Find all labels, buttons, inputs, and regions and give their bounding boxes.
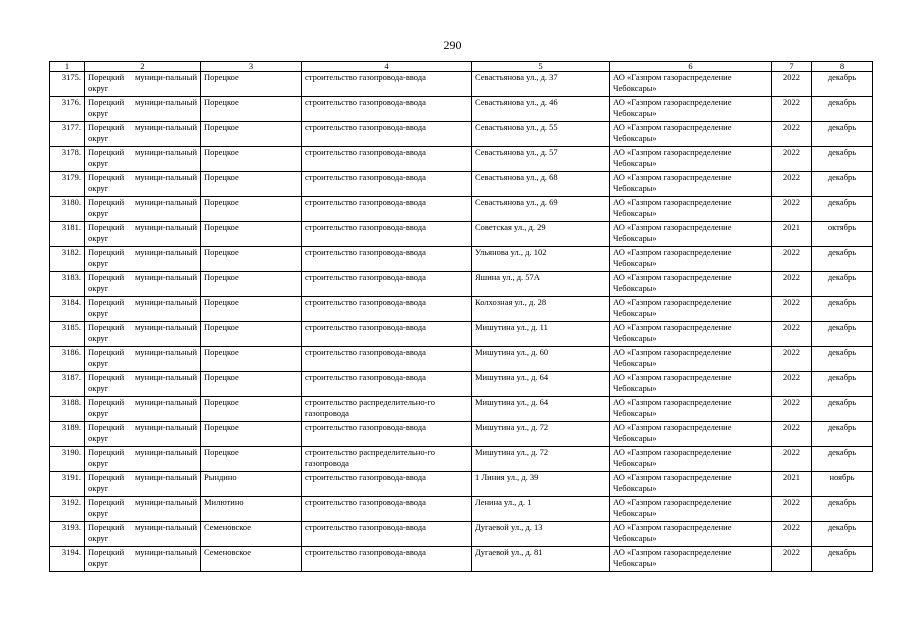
row-number: 3191. — [50, 472, 85, 497]
year-cell: 2022 — [772, 197, 812, 222]
year-cell: 2022 — [772, 97, 812, 122]
year-cell: 2022 — [772, 522, 812, 547]
district-cell: Порецкий муници-пальный округ — [85, 272, 201, 297]
organization-cell: АО «Газпром газораспределение Чебоксары» — [610, 397, 772, 422]
organization-cell: АО «Газпром газораспределение Чебоксары» — [610, 322, 772, 347]
work-type-cell: строительство газопровода-ввода — [302, 147, 472, 172]
address-cell: 1 Линия ул., д. 39 — [472, 472, 610, 497]
month-cell: декабрь — [812, 72, 873, 97]
table-row — [50, 72, 873, 97]
work-type-cell: строительство газопровода-ввода — [302, 522, 472, 547]
work-type-cell: строительство газопровода-ввода — [302, 272, 472, 297]
table-header — [50, 62, 873, 72]
row-number: 3183. — [50, 272, 85, 297]
month-cell: декабрь — [812, 522, 873, 547]
locality-cell: Порецкое — [201, 122, 302, 147]
column-header: 6 — [610, 62, 772, 72]
work-type-cell: строительство газопровода-ввода — [302, 472, 472, 497]
month-cell: декабрь — [812, 447, 873, 472]
organization-cell: АО «Газпром газораспределение Чебоксары» — [610, 197, 772, 222]
month-cell: декабрь — [812, 247, 873, 272]
column-header: 5 — [472, 62, 610, 72]
locality-cell: Семеновское — [201, 522, 302, 547]
row-number: 3190. — [50, 447, 85, 472]
column-header: 1 — [50, 62, 85, 72]
year-cell: 2022 — [772, 547, 812, 572]
organization-cell: АО «Газпром газораспределение Чебоксары» — [610, 422, 772, 447]
address-cell: Мишутина ул., д. 72 — [472, 422, 610, 447]
organization-cell: АО «Газпром газораспределение Чебоксары» — [610, 72, 772, 97]
work-type-cell: строительство газопровода-ввода — [302, 497, 472, 522]
organization-cell: АО «Газпром газораспределение Чебоксары» — [610, 122, 772, 147]
row-number: 3189. — [50, 422, 85, 447]
year-cell: 2022 — [772, 297, 812, 322]
address-cell: Советская ул., д. 29 — [472, 222, 610, 247]
row-number: 3178. — [50, 147, 85, 172]
address-cell: Севастьянова ул., д. 69 — [472, 197, 610, 222]
district-cell: Порецкий муници-пальный округ — [85, 147, 201, 172]
year-cell: 2022 — [772, 272, 812, 297]
locality-cell: Порецкое — [201, 247, 302, 272]
table-row — [50, 372, 873, 397]
column-number-row — [50, 62, 873, 72]
organization-cell: АО «Газпром газораспределение Чебоксары» — [610, 472, 772, 497]
table-row — [50, 347, 873, 372]
month-cell: декабрь — [812, 172, 873, 197]
column-header: 8 — [812, 62, 873, 72]
work-type-cell: строительство газопровода-ввода — [302, 222, 472, 247]
row-number: 3176. — [50, 97, 85, 122]
column-header: 7 — [772, 62, 812, 72]
organization-cell: АО «Газпром газораспределение Чебоксары» — [610, 372, 772, 397]
address-cell: Ленина ул., д. 1 — [472, 497, 610, 522]
locality-cell: Порецкое — [201, 347, 302, 372]
year-cell: 2022 — [772, 122, 812, 147]
organization-cell: АО «Газпром газораспределение Чебоксары» — [610, 222, 772, 247]
locality-cell: Порецкое — [201, 72, 302, 97]
work-type-cell: строительство газопровода-ввода — [302, 297, 472, 322]
row-number: 3181. — [50, 222, 85, 247]
month-cell: декабрь — [812, 397, 873, 422]
month-cell: декабрь — [812, 272, 873, 297]
year-cell: 2022 — [772, 497, 812, 522]
work-type-cell: строительство газопровода-ввода — [302, 372, 472, 397]
row-number: 3186. — [50, 347, 85, 372]
row-number: 3182. — [50, 247, 85, 272]
organization-cell: АО «Газпром газораспределение Чебоксары» — [610, 97, 772, 122]
table-row — [50, 397, 873, 422]
row-number: 3187. — [50, 372, 85, 397]
year-cell: 2022 — [772, 72, 812, 97]
column-header: 4 — [302, 62, 472, 72]
month-cell: декабрь — [812, 122, 873, 147]
work-type-cell: строительство распределительно-го газопровода — [302, 397, 472, 422]
district-cell: Порецкий муници-пальный округ — [85, 422, 201, 447]
table-row — [50, 147, 873, 172]
year-cell: 2022 — [772, 322, 812, 347]
year-cell: 2022 — [772, 372, 812, 397]
district-cell: Порецкий муници-пальный округ — [85, 297, 201, 322]
address-cell: Мишутина ул., д. 64 — [472, 397, 610, 422]
locality-cell: Порецкое — [201, 322, 302, 347]
district-cell: Порецкий муници-пальный округ — [85, 97, 201, 122]
address-cell: Ульянова ул., д. 102 — [472, 247, 610, 272]
address-cell: Дугаевой ул., д. 13 — [472, 522, 610, 547]
district-cell: Порецкий муници-пальный округ — [85, 122, 201, 147]
locality-cell: Порецкое — [201, 422, 302, 447]
row-number: 3177. — [50, 122, 85, 147]
table-row — [50, 197, 873, 222]
work-type-cell: строительство газопровода-ввода — [302, 347, 472, 372]
year-cell: 2022 — [772, 172, 812, 197]
address-cell: Яшина ул., д. 57А — [472, 272, 610, 297]
district-cell: Порецкий муници-пальный округ — [85, 72, 201, 97]
locality-cell: Порецкое — [201, 372, 302, 397]
row-number: 3175. — [50, 72, 85, 97]
year-cell: 2022 — [772, 147, 812, 172]
locality-cell: Порецкое — [201, 397, 302, 422]
work-type-cell: строительство газопровода-ввода — [302, 122, 472, 147]
month-cell: ноябрь — [812, 472, 873, 497]
month-cell: декабрь — [812, 297, 873, 322]
address-cell: Севастьянова ул., д. 55 — [472, 122, 610, 147]
work-type-cell: строительство газопровода-ввода — [302, 247, 472, 272]
locality-cell: Порецкое — [201, 447, 302, 472]
organization-cell: АО «Газпром газораспределение Чебоксары» — [610, 522, 772, 547]
district-cell: Порецкий муници-пальный округ — [85, 247, 201, 272]
month-cell: декабрь — [812, 97, 873, 122]
row-number: 3185. — [50, 322, 85, 347]
work-type-cell: строительство газопровода-ввода — [302, 422, 472, 447]
table-row — [50, 447, 873, 472]
address-cell: Севастьянова ул., д. 57 — [472, 147, 610, 172]
work-type-cell: строительство газопровода-ввода — [302, 322, 472, 347]
district-cell: Порецкий муници-пальный округ — [85, 197, 201, 222]
month-cell: декабрь — [812, 547, 873, 572]
district-cell: Порецкий муници-пальный округ — [85, 347, 201, 372]
district-cell: Порецкий муници-пальный округ — [85, 322, 201, 347]
month-cell: октябрь — [812, 222, 873, 247]
address-cell: Колхозная ул., д. 28 — [472, 297, 610, 322]
table-row — [50, 222, 873, 247]
address-cell: Севастьянова ул., д. 46 — [472, 97, 610, 122]
address-cell: Мишутина ул., д. 64 — [472, 372, 610, 397]
organization-cell: АО «Газпром газораспределение Чебоксары» — [610, 447, 772, 472]
address-cell: Мишутина ул., д. 11 — [472, 322, 610, 347]
page-number: 290 — [443, 38, 462, 52]
month-cell: декабрь — [812, 147, 873, 172]
district-cell: Порецкий муници-пальный округ — [85, 172, 201, 197]
address-cell: Мишутина ул., д. 60 — [472, 347, 610, 372]
locality-cell: Порецкое — [201, 147, 302, 172]
year-cell: 2022 — [772, 347, 812, 372]
work-type-cell: строительство газопровода-ввода — [302, 547, 472, 572]
month-cell: декабрь — [812, 347, 873, 372]
organization-cell: АО «Газпром газораспределение Чебоксары» — [610, 172, 772, 197]
locality-cell: Порецкое — [201, 97, 302, 122]
month-cell: декабрь — [812, 497, 873, 522]
year-cell: 2022 — [772, 447, 812, 472]
work-type-cell: строительство газопровода-ввода — [302, 72, 472, 97]
district-cell: Порецкий муници-пальный округ — [85, 522, 201, 547]
table-row — [50, 272, 873, 297]
locality-cell: Порецкое — [201, 197, 302, 222]
table-row — [50, 547, 873, 572]
month-cell: декабрь — [812, 322, 873, 347]
organization-cell: АО «Газпром газораспределение Чебоксары» — [610, 347, 772, 372]
row-number: 3192. — [50, 497, 85, 522]
organization-cell: АО «Газпром газораспределение Чебоксары» — [610, 497, 772, 522]
locality-cell: Порецкое — [201, 172, 302, 197]
year-cell: 2022 — [772, 247, 812, 272]
year-cell: 2021 — [772, 472, 812, 497]
locality-cell: Порецкое — [201, 297, 302, 322]
table-row — [50, 97, 873, 122]
locality-cell: Рындино — [201, 472, 302, 497]
organization-cell: АО «Газпром газораспределение Чебоксары» — [610, 247, 772, 272]
locality-cell: Семеновское — [201, 547, 302, 572]
work-type-cell: строительство газопровода-ввода — [302, 97, 472, 122]
organization-cell: АО «Газпром газораспределение Чебоксары» — [610, 147, 772, 172]
table-row — [50, 422, 873, 447]
month-cell: декабрь — [812, 372, 873, 397]
table-row — [50, 122, 873, 147]
work-type-cell: строительство газопровода-ввода — [302, 197, 472, 222]
row-number: 3179. — [50, 172, 85, 197]
district-cell: Порецкий муници-пальный округ — [85, 397, 201, 422]
organization-cell: АО «Газпром газораспределение Чебоксары» — [610, 272, 772, 297]
month-cell: декабрь — [812, 197, 873, 222]
address-cell: Севастьянова ул., д. 37 — [472, 72, 610, 97]
district-cell: Порецкий муници-пальный округ — [85, 372, 201, 397]
address-cell: Севастьянова ул., д. 68 — [472, 172, 610, 197]
table-row — [50, 472, 873, 497]
locality-cell: Милютино — [201, 497, 302, 522]
table-row — [50, 247, 873, 272]
row-number: 3194. — [50, 547, 85, 572]
address-cell: Мишутина ул., д. 72 — [472, 447, 610, 472]
year-cell: 2022 — [772, 397, 812, 422]
column-header: 2 — [85, 62, 201, 72]
locality-cell: Порецкое — [201, 222, 302, 247]
year-cell: 2022 — [772, 422, 812, 447]
locality-cell: Порецкое — [201, 272, 302, 297]
column-header: 3 — [201, 62, 302, 72]
row-number: 3180. — [50, 197, 85, 222]
table-row — [50, 322, 873, 347]
table-row — [50, 172, 873, 197]
work-type-cell: строительство распределительно-го газопровода — [302, 447, 472, 472]
month-cell: декабрь — [812, 422, 873, 447]
organization-cell: АО «Газпром газораспределение Чебоксары» — [610, 297, 772, 322]
organization-cell: АО «Газпром газораспределение Чебоксары» — [610, 547, 772, 572]
row-number: 3193. — [50, 522, 85, 547]
district-cell: Порецкий муници-пальный округ — [85, 447, 201, 472]
table-row — [50, 497, 873, 522]
district-cell: Порецкий муници-пальный округ — [85, 497, 201, 522]
table-row — [50, 297, 873, 322]
address-cell: Дугаевой ул., д. 81 — [472, 547, 610, 572]
table-row — [50, 522, 873, 547]
work-type-cell: строительство газопровода-ввода — [302, 172, 472, 197]
district-cell: Порецкий муници-пальный округ — [85, 547, 201, 572]
gas-pipeline-table — [49, 61, 873, 572]
district-cell: Порецкий муници-пальный округ — [85, 472, 201, 497]
row-number: 3184. — [50, 297, 85, 322]
year-cell: 2021 — [772, 222, 812, 247]
district-cell: Порецкий муници-пальный округ — [85, 222, 201, 247]
row-number: 3188. — [50, 397, 85, 422]
table-body — [50, 72, 873, 572]
